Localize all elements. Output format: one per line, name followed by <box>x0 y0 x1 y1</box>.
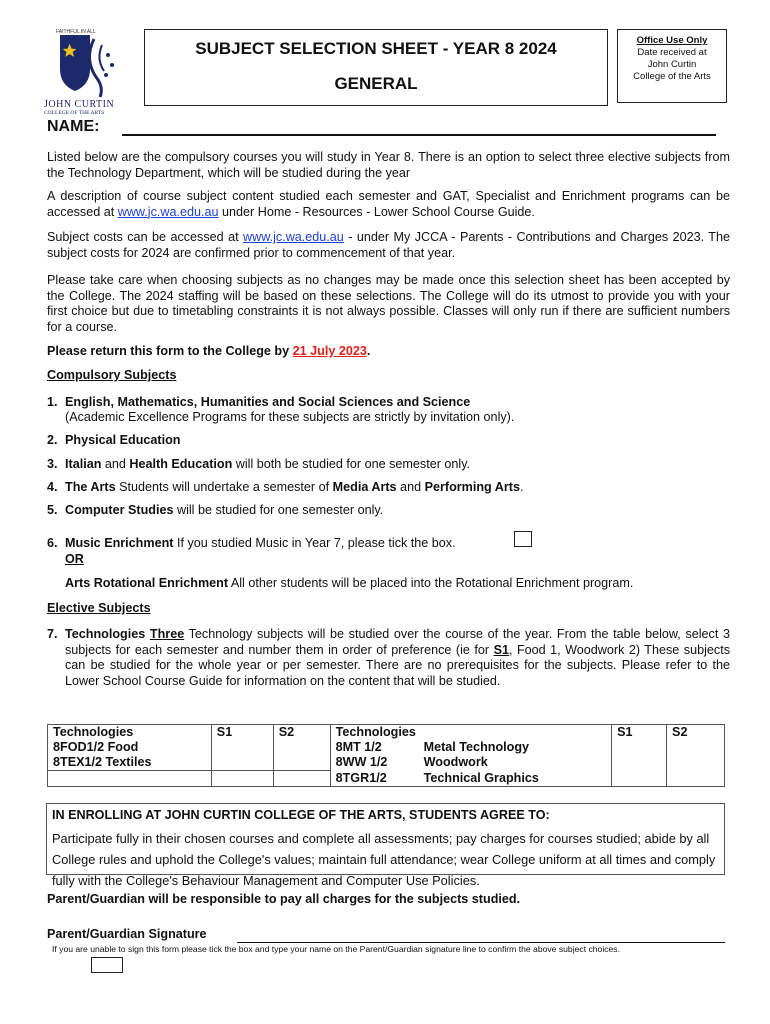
office-use-heading: Office Use Only <box>636 35 708 46</box>
list-item: 2. Physical Education <box>47 433 181 447</box>
column-header: S1 <box>211 725 273 741</box>
preference-cell[interactable] <box>211 755 273 771</box>
agreement-text: Participate fully in their chosen courses and complete all assessments; pay charges for courses studied; abide by all College rules and uphold the College's values; maintain full attendance; wear College uniform at all times and comply fully with the College's Behaviour Management and Computer Use Policies. <box>52 831 716 888</box>
office-use-line: College of the Arts <box>633 71 711 82</box>
return-date: 21 July 2023 <box>292 344 367 358</box>
signature-label: Parent/Guardian Signature <box>47 927 207 941</box>
website-link[interactable]: www.jc.wa.edu.au <box>243 230 344 244</box>
compulsory-heading: Compulsory Subjects <box>47 368 177 382</box>
column-header: Technologies <box>330 725 612 741</box>
preference-cell[interactable] <box>612 771 667 787</box>
list-item-option: Arts Rotational Enrichment All other students will be placed into the Rotational Enrichment program. <box>65 576 634 590</box>
page-subtitle: GENERAL <box>334 74 418 93</box>
description-paragraph: A description of course subject content studied each semester and GAT, Specialist and Enrichment programs can be accessed at www.jc.wa.edu.au under Home - Resources - Lower School Course Guide. <box>47 189 730 219</box>
or-label: OR <box>65 552 84 566</box>
preference-cell[interactable] <box>667 755 725 771</box>
table-row <box>48 755 725 771</box>
list-item-note: (Academic Excellence Programs for these subjects are strictly by invitation only). <box>65 410 515 424</box>
costs-paragraph: Subject costs can be accessed at www.jc.wa.edu.au - under My JCCA - Parents - Contributions and Charges 2023. The subject costs for 2024 are confirmed prior to commencement of that year. <box>47 230 730 260</box>
preference-cell[interactable] <box>273 755 330 771</box>
column-header: Technologies <box>48 725 212 741</box>
return-notice: Please return this form to the College by 21 July 2023. <box>47 344 371 358</box>
music-enrichment-checkbox[interactable] <box>514 531 532 547</box>
list-item: 7. Technologies Three Technology subjects will be studied over the course of the year. From the table below, select 3 subjects for each semester and number them in order of preference (ie for S1, Food 1, Woodwork 2) These subjects can be studied for the whole year or per semester. There are no prerequisites for the subjects. Please refer to the Lower School Course Guide for information on the content that will be studied. <box>47 627 730 688</box>
list-item: 4. The Arts Students will undertake a semester of Media Arts and Performing Arts. <box>47 480 524 494</box>
column-header: S2 <box>667 725 725 741</box>
intro-paragraph: Listed below are the compulsory courses you will study in Year 8. There is an option to select three elective subjects from the Technology Department, which will be studied during the year <box>47 150 730 180</box>
table-row <box>48 771 725 787</box>
subject-cell <box>48 771 212 787</box>
charges-notice: Parent/Guardian will be responsible to pay all charges for the subjects studied. <box>47 892 521 906</box>
signature-note: If you are unable to sign this form please tick the box and type your name on the Parent/Guardian signature line to confirm the above subject choices. <box>52 944 620 954</box>
agreement-box <box>46 803 725 888</box>
subject-cell: 8TEX1/2 Textiles <box>48 755 212 771</box>
website-link[interactable]: www.jc.wa.edu.au <box>117 204 219 219</box>
notice-paragraph: Please take care when choosing subjects as no changes may be made once this selection sheet has been accepted by the College. The 2024 staffing will be based on these selections. The College will do its utmost to provide you with your first choice but due to timetabling constraints it is not always possible. Classes will only run if there are sufficient numbers for a course. <box>47 273 730 334</box>
preference-cell[interactable] <box>612 740 667 755</box>
name-field[interactable] <box>122 134 716 136</box>
preference-cell[interactable] <box>667 740 725 755</box>
svg-text:FAITHFUL IN ALL: FAITHFUL IN ALL <box>56 29 96 35</box>
preference-cell[interactable] <box>273 771 330 787</box>
preference-cell[interactable] <box>612 755 667 771</box>
logo-subtitle: COLLEGE OF THE ARTS <box>44 110 105 116</box>
column-header: S2 <box>273 725 330 741</box>
list-item: 3. Italian and Health Education will both be studied for one semester only. <box>47 457 471 471</box>
list-item: 6. Music Enrichment If you studied Music in Year 7, please tick the box. <box>47 536 456 550</box>
signature-substitute-checkbox[interactable] <box>91 957 123 973</box>
office-use-box <box>617 29 727 103</box>
list-item: 1. English, Mathematics, Humanities and Social Sciences and Science <box>47 395 471 409</box>
elective-heading: Elective Subjects <box>47 601 151 615</box>
title-box <box>144 29 608 106</box>
preference-cell[interactable] <box>211 771 273 787</box>
subject-cell: 8FOD1/2 Food <box>48 740 212 755</box>
preference-cell[interactable] <box>667 771 725 787</box>
table-row <box>48 740 725 755</box>
preference-cell[interactable] <box>273 740 330 755</box>
subject-cell: 8MT 1/2 Metal Technology <box>330 740 612 755</box>
table-header-row <box>48 725 725 741</box>
college-logo <box>46 25 124 117</box>
agreement-heading: IN ENROLLING AT JOHN CURTIN COLLEGE OF THE ARTS, STUDENTS AGREE TO: <box>52 808 550 822</box>
column-header: S1 <box>612 725 667 741</box>
technologies-table <box>47 724 725 787</box>
office-use-line: John Curtin <box>647 59 697 70</box>
subject-cell: 8WW 1/2 Woodwork <box>330 755 612 771</box>
list-item: 5. Computer Studies will be studied for one semester only. <box>47 503 384 517</box>
name-label: NAME: <box>47 118 100 135</box>
office-use-line: Date received at <box>637 47 707 58</box>
preference-cell[interactable] <box>211 740 273 755</box>
logo-name: JOHN CURTIN <box>44 99 115 110</box>
page-title: SUBJECT SELECTION SHEET - YEAR 8 2024 <box>195 39 557 58</box>
subject-cell: 8TGR1/2 Technical Graphics <box>330 771 612 787</box>
